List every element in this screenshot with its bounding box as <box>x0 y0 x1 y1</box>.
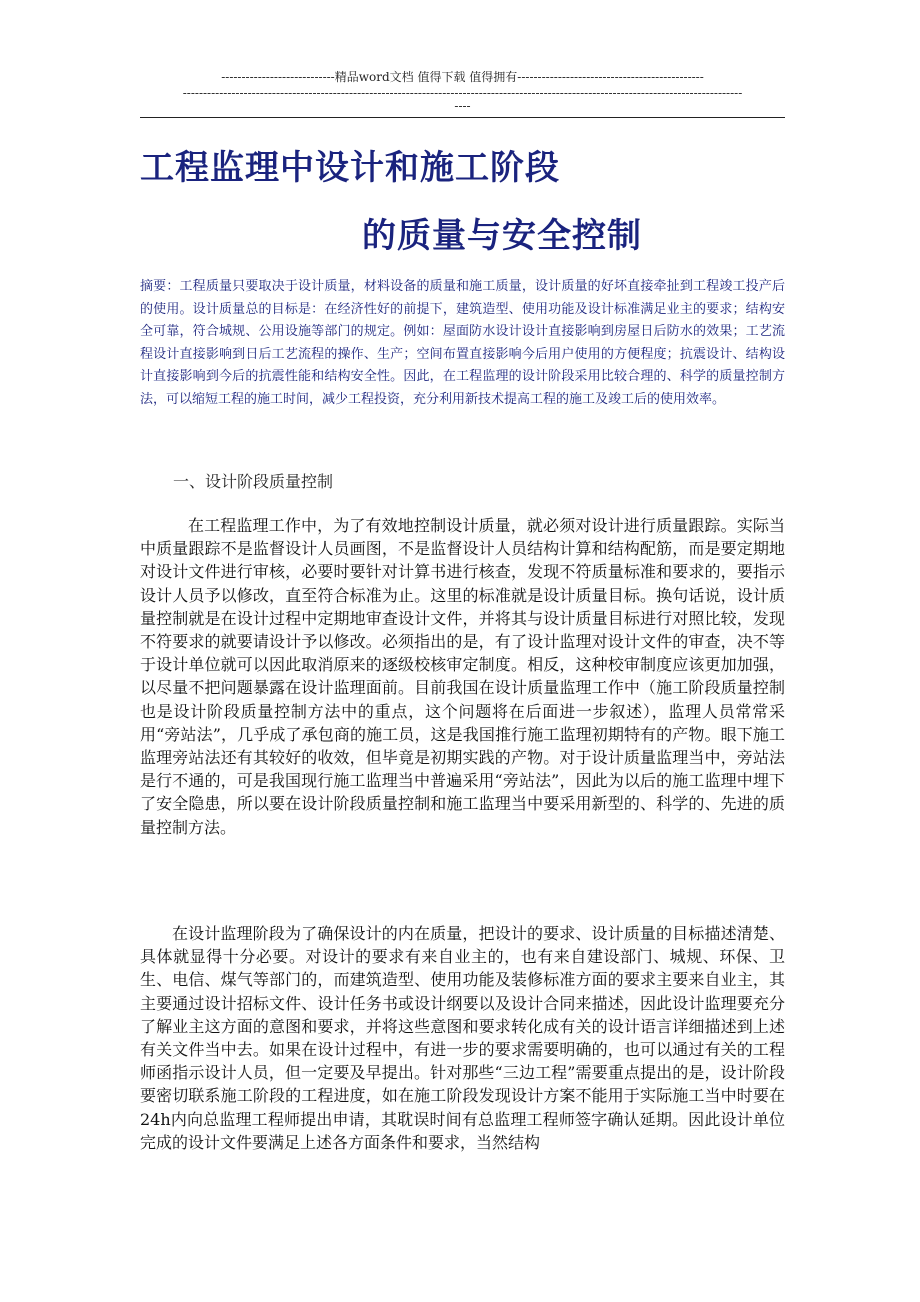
header-dash-tail: ---- <box>454 99 471 113</box>
document-title-line1: 工程监理中设计和施工阶段 <box>140 148 560 188</box>
header-rule <box>140 117 785 118</box>
section-heading: 一、设计阶段质量控制 <box>173 472 334 491</box>
header-line: ----------------------------精品word文档 值得下载 值得拥有---------------------------------------------- <box>221 70 704 84</box>
abstract-paragraph: 摘要：工程质量只要取决于设计质量，材料设备的质量和施工质量，设计质量的好坏直接牵扯到工程竣工投产后的使用。设计质量总的目标是：在经济性好的前提下，建筑造型、使用功能及设计标准满足业主的要求；结构安全可靠，符合城规、公用设施等部门的规定。例如：屋面防水设计设计直接影响到房屋日后防水的效果；工艺流程设计直接影响到日后工艺流程的操作、生产；空间布置直接影响今后用户使用的方便程度；抗震设计、结构设计直接影响到今后的抗震性能和结构安全性。因此，在工程监理的设计阶段采用比较合理的、科学的质量控制方法，可以缩短工程的施工时间，减少工程投资，充分利用新技术提高工程的施工及竣工后的使用效率。 <box>140 279 785 407</box>
header-dash-line: ------------------------------------------------------------------------------------------------------------------------------------------ <box>182 86 743 100</box>
body-paragraph-1: 在工程监理工作中，为了有效地控制设计质量，就必须对设计进行质量跟踪。实际当中质量跟踪不是监督设计人员画图，不是监督设计人员结构计算和结构配筋，而是要定期地对设计文件进行审核，必要时要针对计算书进行核查，发现不符质量标准和要求的，要指示设计人员予以修改，直至符合标准为止。这里的标准就是设计质量目标。换句话说，设计质量控制就是在设计过程中定期地审查设计文件，并将其与设计质量目标进行对照比较，发现不符要求的就要请设计予以修改。必须指出的是，有了设计监理对设计文件的审查，决不等于设计单位就可以因此取消原来的逐级校核审定制度。相反，这种校审制度应该更加加强，以尽量不把问题暴露在设计监理面前。目前我国在设计质量监理工作中（施工阶段质量控制也是设计阶段质量控制方法中的重点，这个问题将在后面进一步叙述），监理人员常常采用“旁站法”，几乎成了承包商的施工员，这是我国推行施工监理初期特有的产物。眼下施工监理旁站法还有其较好的收效，但毕竟是初期实践的产物。对于设计质量监理当中，旁站法是行不通的，可是我国现行施工监理当中普遍采用“旁站法”，因此为以后的施工监理中埋下了安全隐患，所以要在设计阶段质量控制和施工监理当中要采用新型的、科学的、先进的质量控制方法。 <box>140 516 785 837</box>
body-paragraph-2: 在设计监理阶段为了确保设计的内在质量，把设计的要求、设计质量的目标描述清楚、具体就显得十分必要。对设计的要求有来自业主的，也有来自建设部门、城规、环保、卫生、电信、煤气等部门的，而建筑造型、使用功能及装修标准方面的要求主要来自业主，其主要通过设计招标文件、设计任务书或设计纲要以及设计合同来描述，因此设计监理要充分了解业主这方面的意图和要求，并将这些意图和要求转化成有关的设计语言详细描述到上述有关文件当中去。如果在设计过程中，有进一步的要求需要明确的，也可以通过有关的工程师函指示设计人员，但一定要及早提出。针对那些“三边工程”需要重点提出的是，设计阶段要密切联系施工阶段的工程进度，如在施工阶段发现设计方案不能用于实际施工当中时要在24h内向总监理工程师提出申请，其耽误时间有总监理工程师签字确认延期。因此设计单位完成的设计文件要满足上述各方面条件和要求，当然结构 <box>140 924 785 1152</box>
document-title-line2: 的质量与安全控制 <box>362 216 642 256</box>
